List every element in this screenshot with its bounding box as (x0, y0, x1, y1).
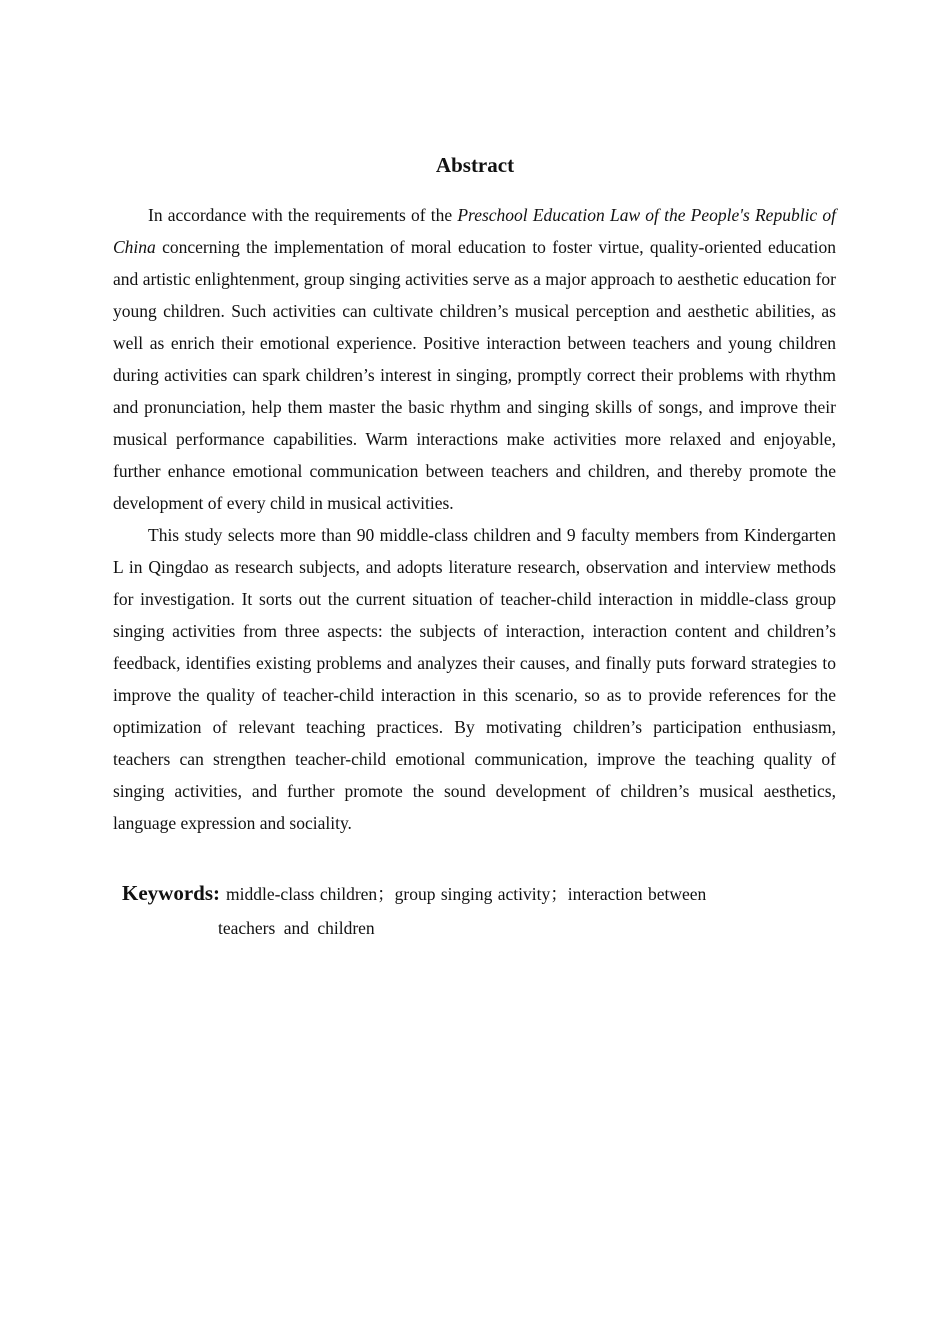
abstract-body (113, 199, 836, 839)
paragraph-1-rest: concerning the implementation of moral education to foster virtue, quality-oriented education and artistic enlightenment, group singing activities serve as a major approach to aesthetic education for young children. Such activities can cultivate children’s musical perception and aesthetic abilities, as well as enrich their emotional experience. Positive interaction between teachers and young children during activities can spark children’s interest in singing, promptly correct their problems with rhythm and pronunciation, help them master the basic rhythm and singing skills of songs, and improve their musical performance capabilities. Warm interactions make activities more relaxed and enjoyable, further enhance emotional communication between teachers and children, and thereby promote the development of every child in musical activities. (113, 237, 836, 513)
keywords-line-1: middle-class children；group singing activity；interaction between (226, 884, 707, 904)
abstract-paragraph-1 (113, 199, 836, 519)
abstract-paragraph-2: This study selects more than 90 middle-class children and 9 faculty members from Kindergarten L in Qingdao as research subjects, and adopts literature research, observation and interview methods for investigation. It sorts out the current situation of teacher-child interaction in middle-class group singing activities from three aspects: the subjects of interaction, interaction content and children’s feedback, identifies existing problems and analyzes their causes, and finally puts forward strategies to improve the quality of teacher-child interaction in this scenario, so as to provide references for the optimization of relevant teaching practices. By motivating children’s participation enthusiasm, teachers can strengthen teacher-child emotional communication, improve the teaching quality of singing activities, and further promote the sound development of children’s musical aesthetics, language expression and sociality. (113, 525, 836, 833)
abstract-title: Abstract (435, 153, 515, 177)
law-title-italic: Preschool Education Law of the People's Republic of China (113, 205, 836, 257)
keywords-label: Keywords: (122, 881, 220, 905)
paragraph-1-lead: In accordance with the requirements of the (148, 205, 458, 225)
keywords-block (122, 876, 842, 945)
keywords-line-2: teachers and children (218, 918, 375, 938)
